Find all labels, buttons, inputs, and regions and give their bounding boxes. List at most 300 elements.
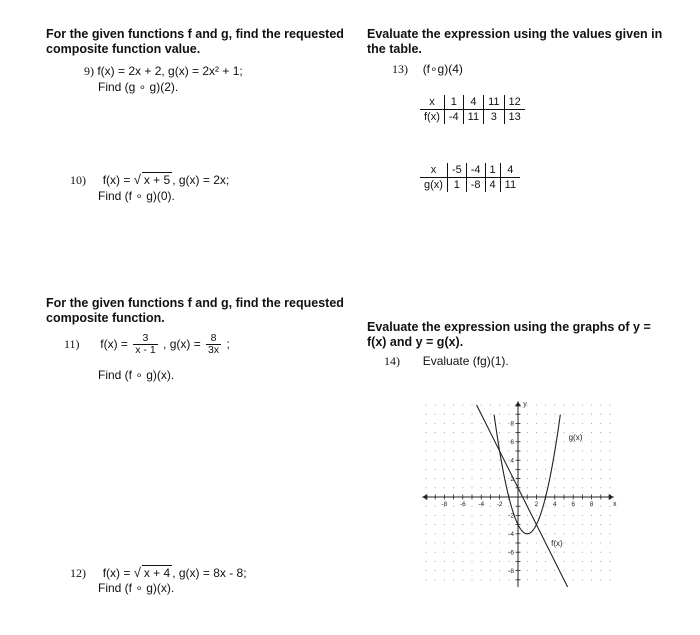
section2-heading (46, 296, 344, 326)
grid-dot (425, 460, 426, 461)
grid-dot (471, 414, 472, 415)
grid-dot (490, 469, 491, 470)
grid-dot (554, 524, 555, 525)
grid-dot (573, 487, 574, 488)
grid-dot (435, 414, 436, 415)
table-cell: 1 (447, 178, 466, 193)
grid-dot (435, 432, 436, 433)
grid-dot (545, 524, 546, 525)
grid-dot (600, 570, 601, 571)
grid-dot (563, 478, 564, 479)
grid-dot (582, 524, 583, 525)
grid-dot (435, 423, 436, 424)
grid-dot (444, 515, 445, 516)
grid-dot (536, 478, 537, 479)
grid-dot (545, 506, 546, 507)
grid-dot (609, 423, 610, 424)
grid-dot (490, 414, 491, 415)
grid-dot (536, 570, 537, 571)
grid-dot (435, 533, 436, 534)
grid-dot (453, 450, 454, 451)
grid-dot (453, 542, 454, 543)
grid-dot (536, 460, 537, 461)
grid-dot (573, 515, 574, 516)
grid-dot (471, 561, 472, 562)
grid-dot (554, 423, 555, 424)
grid-dot (545, 487, 546, 488)
grid-dot (609, 515, 610, 516)
grid-dot (481, 441, 482, 442)
problem-10 (70, 172, 229, 188)
grid-dot (444, 478, 445, 479)
grid-dot (490, 533, 491, 534)
grid-dot (462, 542, 463, 543)
grid-dot (508, 579, 509, 580)
section3-heading-line1: Evaluate the expression using the values given in (367, 27, 663, 41)
grid-dot (573, 450, 574, 451)
x-axis-label: x (613, 501, 617, 508)
grid-dot (481, 478, 482, 479)
x-tick-label: 6 (571, 501, 576, 508)
section4-heading-line2: f(x) and y = g(x). (367, 335, 464, 349)
grid-dot (563, 404, 564, 405)
x-tick-label: 2 (534, 501, 539, 508)
grid-dot (471, 478, 472, 479)
grid-dot (582, 450, 583, 451)
grid-dot (435, 552, 436, 553)
grid-dot (600, 432, 601, 433)
grid-dot (591, 552, 592, 553)
grid-dot (508, 404, 509, 405)
grid-dot (527, 570, 528, 571)
grid-dot (591, 460, 592, 461)
grid-dot (508, 524, 509, 525)
grid-dot (508, 423, 509, 424)
grid-dot (435, 478, 436, 479)
grid-dot (591, 404, 592, 405)
grid-dot (536, 450, 537, 451)
section1-heading-line1: For the given functions f and g, find the requested (46, 27, 344, 41)
grid-dot (554, 441, 555, 442)
grid-dot (609, 570, 610, 571)
grid-dot (600, 579, 601, 580)
grid-dot (527, 552, 528, 553)
table-cell: 1 (444, 95, 463, 110)
grid-dot (545, 552, 546, 553)
problem-9-number: 9) (84, 64, 94, 78)
grid-dot (462, 432, 463, 433)
grid-dot (444, 469, 445, 470)
problem-10-radicand: x + 5 (143, 173, 171, 187)
grid-dot (600, 552, 601, 553)
grid-dot (453, 515, 454, 516)
grid-dot (425, 478, 426, 479)
x-tick-label: 8 (589, 501, 594, 508)
section2-heading-line2: composite function. (46, 311, 165, 325)
grid-dot (591, 542, 592, 543)
table-g-row-gx (420, 178, 520, 193)
grid-dot (545, 478, 546, 479)
grid-dot (453, 487, 454, 488)
problem-11-number: 11) (64, 337, 80, 351)
grid-dot (600, 478, 601, 479)
grid-dot (582, 542, 583, 543)
grid-dot (444, 441, 445, 442)
grid-dot (444, 487, 445, 488)
problem-13-number: 13) (392, 62, 408, 76)
grid-dot (490, 515, 491, 516)
y-tick-label: -2 (508, 512, 514, 520)
x-axis-arrow-left (422, 494, 427, 500)
grid-dot (490, 478, 491, 479)
grid-dot (582, 487, 583, 488)
problem-9-find: Find (g ∘ g)(2). (98, 80, 179, 94)
section4-heading-line1: Evaluate the expression using the graphs of y = (367, 320, 651, 334)
grid-dot (554, 460, 555, 461)
problem-14-number: 14) (384, 354, 400, 368)
section2-heading-line1: For the given functions f and g, find the requested (46, 296, 344, 310)
grid-dot (471, 506, 472, 507)
grid-dot (453, 441, 454, 442)
grid-dot (453, 524, 454, 525)
grid-dot (545, 414, 546, 415)
table-cell: 11 (500, 178, 520, 193)
grid-dot (471, 487, 472, 488)
grid-dot (545, 432, 546, 433)
grid-dot (471, 515, 472, 516)
grid-dot (508, 478, 509, 479)
grid-dot (609, 432, 610, 433)
grid-dot (481, 469, 482, 470)
grid-dot (499, 432, 500, 433)
grid-dot (545, 423, 546, 424)
grid-dot (499, 552, 500, 553)
grid-dot (435, 487, 436, 488)
grid-dot (444, 561, 445, 562)
grid-dot (425, 515, 426, 516)
grid-dot (609, 404, 610, 405)
grid-dot (591, 423, 592, 424)
grid-dot (490, 552, 491, 553)
grid-dot (462, 450, 463, 451)
grid-dot (435, 515, 436, 516)
grid-dot (444, 524, 445, 525)
grid-dot (425, 441, 426, 442)
problem-12-number: 12) (70, 566, 86, 580)
table-cell: 11 (484, 95, 504, 110)
grid-dot (435, 570, 436, 571)
grid-dot (444, 460, 445, 461)
grid-dot (600, 404, 601, 405)
grid-dot (536, 432, 537, 433)
grid-dot (508, 487, 509, 488)
grid-dot (453, 404, 454, 405)
grid-dot (591, 570, 592, 571)
grid-dot (481, 460, 482, 461)
grid-dot (563, 423, 564, 424)
grid-dot (573, 414, 574, 415)
grid-dot (471, 441, 472, 442)
grid-dot (600, 524, 601, 525)
grid-dot (527, 515, 528, 516)
grid-dot (527, 524, 528, 525)
problem-11-f-fraction (133, 333, 157, 356)
grid-dot (425, 432, 426, 433)
grid-dot (600, 423, 601, 424)
grid-dot (471, 579, 472, 580)
grid-dot (425, 542, 426, 543)
table-g-row-x (420, 163, 520, 178)
grid-dot (563, 515, 564, 516)
grid-dot (481, 423, 482, 424)
grid-dot (508, 542, 509, 543)
problem-11-f-denominator: x - 1 (135, 344, 156, 356)
x-tick-label: 4 (552, 501, 557, 508)
grid-dot (545, 579, 546, 580)
grid-dot (600, 561, 601, 562)
grid-dot (536, 542, 537, 543)
grid-dot (425, 570, 426, 571)
grid-dot (545, 533, 546, 534)
grid-dot (490, 404, 491, 405)
grid-dot (609, 542, 610, 543)
grid-dot (609, 506, 610, 507)
grid-dot (582, 469, 583, 470)
problem-10-g: , g(x) = 2x; (172, 173, 230, 187)
grid-dot (554, 432, 555, 433)
grid-dot (425, 404, 426, 405)
grid-dot (425, 561, 426, 562)
problem-11-f-numerator: 3 (133, 333, 157, 345)
problem-12-find: Find (f ∘ g)(x). (98, 581, 175, 595)
grid-dot (591, 469, 592, 470)
grid-dot (490, 542, 491, 543)
grid-dot (435, 460, 436, 461)
grid-dot (563, 441, 564, 442)
grid-dot (481, 561, 482, 562)
grid-dot (490, 506, 491, 507)
grid-dot (490, 423, 491, 424)
grid-dot (444, 570, 445, 571)
grid-dot (563, 450, 564, 451)
grid-dot (609, 487, 610, 488)
grid-dot (453, 533, 454, 534)
table-f-grid (420, 95, 525, 124)
grid-dot (425, 579, 426, 580)
grid-dot (600, 450, 601, 451)
table-cell: -4 (466, 163, 485, 178)
grid-dot (435, 506, 436, 507)
problem-12 (70, 565, 247, 581)
grid-dot (444, 579, 445, 580)
grid-dot (462, 469, 463, 470)
grid-dot (545, 515, 546, 516)
grid-dot (573, 570, 574, 571)
grid-dot (462, 552, 463, 553)
grid-dot (508, 450, 509, 451)
grid-dot (554, 552, 555, 553)
grid-dot (609, 450, 610, 451)
grid-dot (499, 423, 500, 424)
problem-9 (84, 64, 243, 79)
grid-dot (536, 533, 537, 534)
grid-dot (545, 561, 546, 562)
grid-dot (527, 561, 528, 562)
grid-dot (600, 414, 601, 415)
grid-dot (573, 579, 574, 580)
grid-dot (425, 423, 426, 424)
grid-dot (425, 506, 426, 507)
grid-dot (499, 533, 500, 534)
grid-dot (536, 561, 537, 562)
grid-dot (471, 460, 472, 461)
grid-dot (490, 561, 491, 562)
grid-dot (453, 414, 454, 415)
grid-dot (554, 469, 555, 470)
grid-dot (573, 469, 574, 470)
grid-dot (499, 515, 500, 516)
grid-dot (591, 524, 592, 525)
grid-dot (591, 432, 592, 433)
grid-dot (554, 478, 555, 479)
grid-dot (600, 542, 601, 543)
grid-dot (435, 450, 436, 451)
grid-dot (600, 460, 601, 461)
grid-dot (499, 478, 500, 479)
grid-dot (490, 524, 491, 525)
grid-dot (600, 487, 601, 488)
table-cell: -4 (444, 110, 463, 125)
grid-dot (425, 552, 426, 553)
grid-dot (481, 432, 482, 433)
grid-dot (527, 450, 528, 451)
problem-11-g-numerator: 8 (206, 333, 221, 345)
grid-dot (490, 570, 491, 571)
grid-dot (609, 533, 610, 534)
grid-dot (499, 414, 500, 415)
grid-dot (453, 561, 454, 562)
f-label: f(x) (551, 538, 563, 548)
grid-dot (425, 450, 426, 451)
grid-dot (545, 469, 546, 470)
grid-dot (582, 533, 583, 534)
grid-dot (591, 487, 592, 488)
table-cell: 4 (463, 95, 483, 110)
grid-dot (573, 552, 574, 553)
problem-13 (392, 62, 463, 77)
grid-dot (573, 533, 574, 534)
grid-dot (554, 515, 555, 516)
grid-dot (527, 423, 528, 424)
grid-dot (609, 579, 610, 580)
grid-dot (490, 450, 491, 451)
grid-dot (573, 404, 574, 405)
grid-dot (536, 552, 537, 553)
grid-dot (453, 552, 454, 553)
problem-10-number: 10) (70, 173, 86, 187)
grid-dot (582, 414, 583, 415)
grid-dot (573, 561, 574, 562)
grid-dot (563, 506, 564, 507)
grid-dot (453, 423, 454, 424)
grid-dot (600, 533, 601, 534)
grid-dot (462, 404, 463, 405)
grid-dot (453, 469, 454, 470)
grid-dot (508, 414, 509, 415)
grid-dot (554, 570, 555, 571)
y-tick-label: -8 (508, 567, 514, 575)
x-tick-label: -8 (441, 501, 448, 508)
grid-dot (435, 542, 436, 543)
grid-dot (591, 579, 592, 580)
grid-dot (444, 533, 445, 534)
grid-dot (481, 579, 482, 580)
grid-dot (453, 506, 454, 507)
grid-dot (563, 570, 564, 571)
table-g (420, 163, 520, 192)
grid-dot (435, 404, 436, 405)
grid-dot (499, 404, 500, 405)
grid-dot (444, 552, 445, 553)
grid-dot (462, 561, 463, 562)
problem-12-f-prefix: f(x) = (102, 566, 134, 580)
x-tick-label: -6 (459, 501, 466, 508)
grid-dot (609, 469, 610, 470)
grid-dot (527, 414, 528, 415)
grid-dot (481, 450, 482, 451)
grid-dot (563, 469, 564, 470)
grid-dot (582, 506, 583, 507)
grid-dot (527, 542, 528, 543)
grid-dot (527, 404, 528, 405)
grid-dot (600, 515, 601, 516)
y-axis-label: y (523, 401, 527, 409)
grid-dot (536, 414, 537, 415)
y-tick-label: -4 (508, 531, 514, 538)
grid-dot (536, 469, 537, 470)
grid-dot (545, 404, 546, 405)
problem-10-f-prefix: f(x) = (102, 173, 134, 187)
problem-14 (384, 354, 509, 369)
section1-heading (46, 27, 344, 57)
grid-dot (499, 460, 500, 461)
table-cell: g(x) (424, 179, 443, 191)
grid-dot (499, 570, 500, 571)
section3-heading-line2: the table. (367, 42, 422, 56)
grid-dot (481, 524, 482, 525)
grid-dot (453, 478, 454, 479)
grid-dot (573, 478, 574, 479)
grid-dot (462, 478, 463, 479)
graph-labels (442, 401, 618, 575)
table-cell: 13 (504, 110, 525, 125)
grid-dot (554, 533, 555, 534)
grid-dot (435, 561, 436, 562)
x-tick-label: -2 (496, 501, 503, 508)
grid-dot (435, 579, 436, 580)
table-f-row-fx (420, 110, 525, 125)
problem-9-functions: f(x) = 2x + 2, g(x) = 2x² + 1; (97, 64, 243, 78)
grid-dot (563, 460, 564, 461)
grid-dot (527, 478, 528, 479)
grid-dot (609, 552, 610, 553)
grid-dot (481, 487, 482, 488)
grid-dot (609, 414, 610, 415)
grid-dot (582, 515, 583, 516)
problem-11-find: Find (f ∘ g)(x). (98, 368, 175, 382)
table-cell: 11 (463, 110, 483, 125)
grid-dot (499, 561, 500, 562)
